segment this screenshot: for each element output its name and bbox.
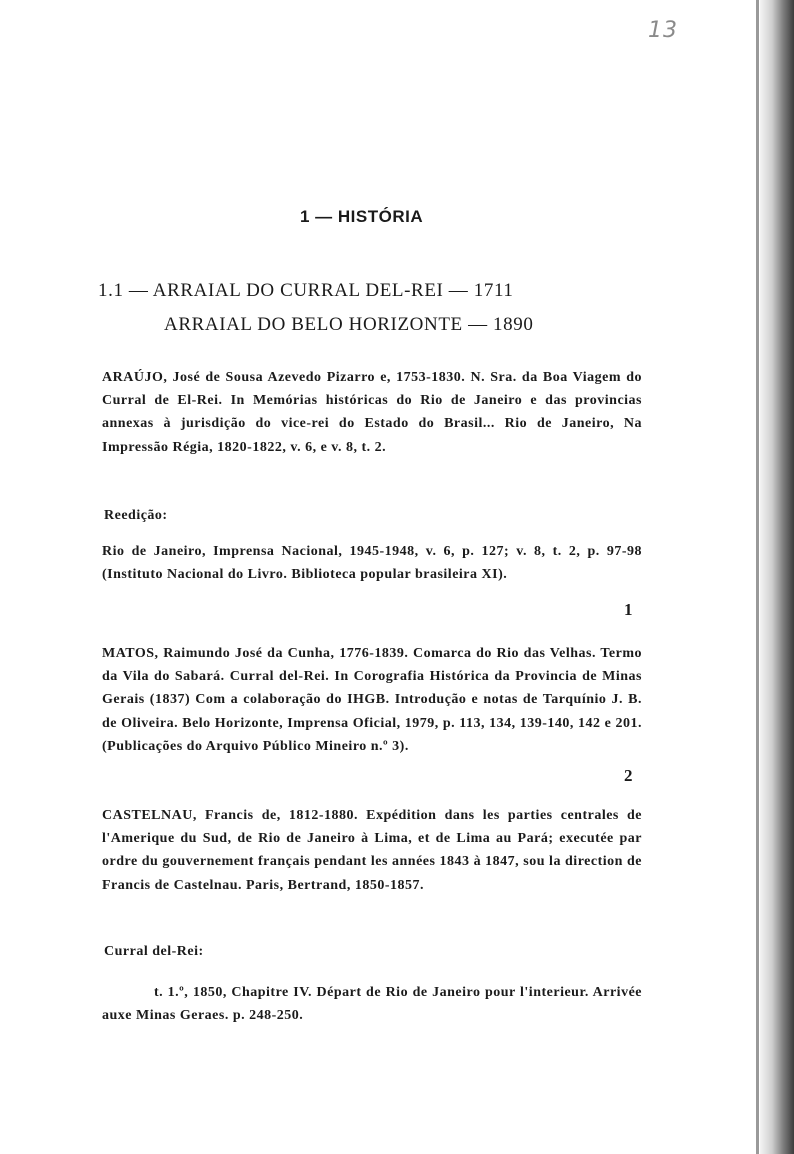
bibliography-entry-castelnau: CASTELNAU, Francis de, 1812-1880. Expédition dans les parties centrales de l'Amerique du Sud, de Rio de Janeiro à Lima, et de Lima au Pará; executée par ordre du gouvernement français pendant les années 1843 à 1847, sou la direction de Francis de Castelnau. Paris, Bertrand, 1850-1857. [102,808,642,893]
entry-number-2: 2 [624,766,633,785]
bibliography-entry-reedicao: Rio de Janeiro, Imprensa Nacional, 1945-1948, v. 6, p. 127; v. 8, t. 2, p. 97-98 (Instituto Nacional do Livro. Biblioteca popular brasileira XI). [102,544,642,583]
subsection-title-line2: ARRAIAL DO BELO HORIZONTE — 1890 [164,314,534,335]
section-title: 1 — HISTÓRIA [300,207,424,226]
handwritten-page-number: 13 [648,18,678,43]
subsection-title-line1: 1.1 — ARRAIAL DO CURRAL DEL-REI — 1711 [98,280,514,301]
page-edge-line [756,0,759,1154]
entry-number-1: 1 [624,600,633,619]
bibliography-entry-curral: t. 1.º, 1850, Chapitre IV. Départ de Rio de Janeiro pour l'interieur. Arrivée auxe Minas Geraes. p. 248-250. [102,985,642,1024]
bibliography-entry-araujo: ARAÚJO, José de Sousa Azevedo Pizarro e, 1753-1830. N. Sra. da Boa Viagem do Curral de El-Rei. In Memórias históricas do Rio de Janeiro e das provincias annexas à jurisdição do vice-rei do Estado do Brasil... Rio de Janeiro, Na Impressão Régia, 1820-1822, v. 6, e v. 8, t. 2. [102,370,642,455]
reedicao-label: Reedição: [104,508,168,523]
page-edge-shadow [760,0,794,1154]
bibliography-entry-matos: MATOS, Raimundo José da Cunha, 1776-1839. Comarca do Rio das Velhas. Termo da Vila do Sabará. Curral del-Rei. In Corografia Histórica da Provincia de Minas Gerais (1837) Com a colaboração do IHGB. Introdução e notas de Tarquínio J. B. de Oliveira. Belo Horizonte, Imprensa Oficial, 1979, p. 113, 134, 139-140, 142 e 201. (Publicações do Arquivo Público Mineiro n.º 3). [102,646,642,754]
curral-del-rei-label: Curral del-Rei: [104,944,204,959]
